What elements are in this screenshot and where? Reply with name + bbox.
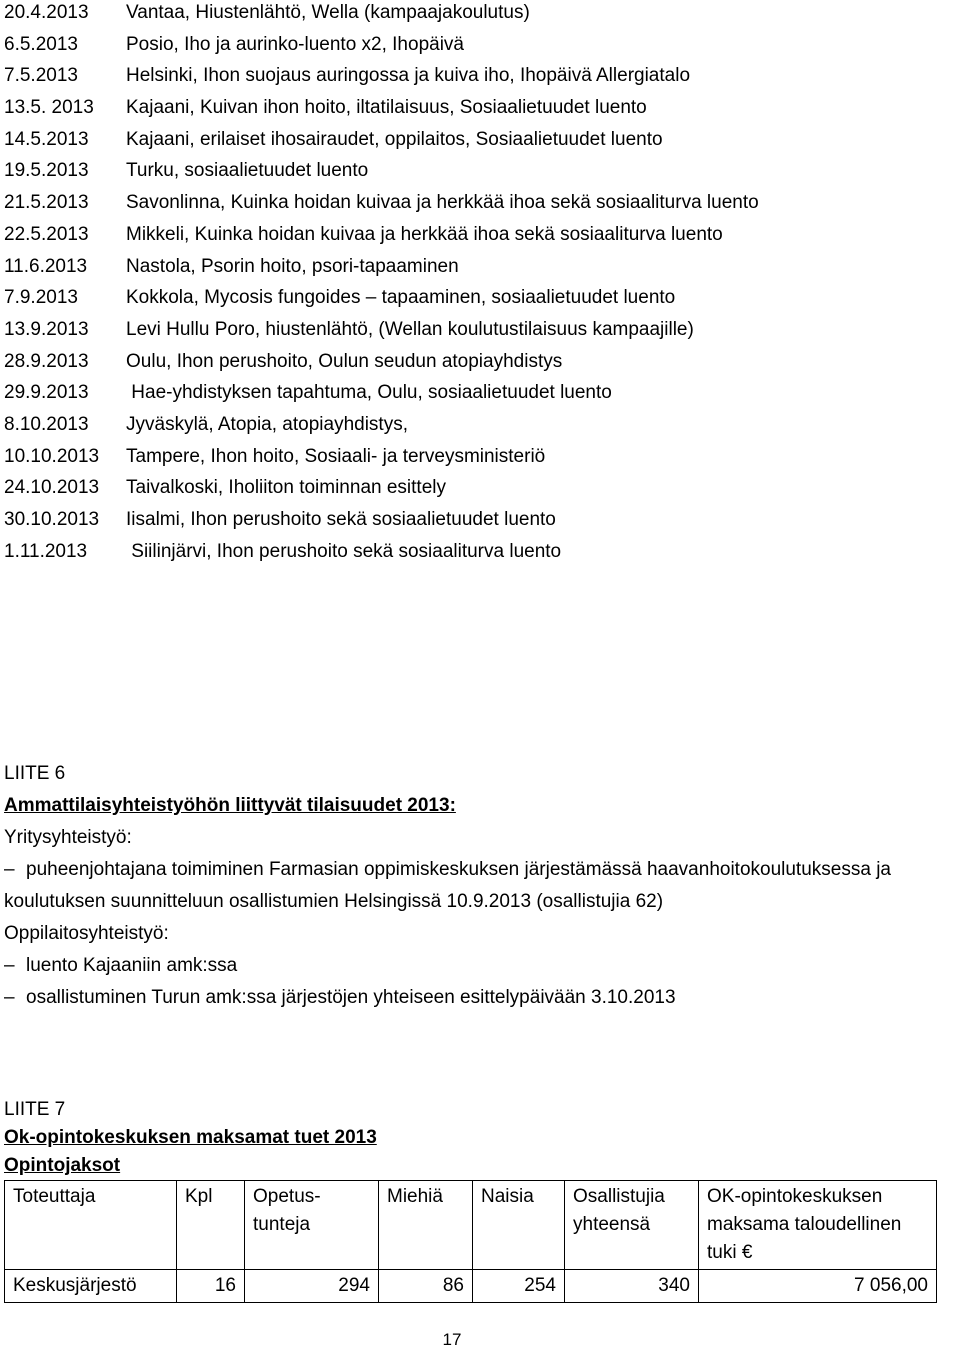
event-date: 7.9.2013 xyxy=(4,287,78,309)
event-description: Levi Hullu Poro, hiustenlähtö, (Wellan koulutustilaisuus kampaajille) xyxy=(126,318,694,340)
event-description: Turku, sosiaalietuudet luento xyxy=(126,160,369,182)
liite6-item-1-text: puheenjohtajana toimiminen Farmasian oppimiskeskuksen järjestämässä haavanhoitokoulutuksessa ja xyxy=(26,859,891,880)
liite7-heading-text: Ok-opintokeskuksen maksamat tuet 2013 xyxy=(4,1127,377,1148)
event-description: Posio, Iho ja aurinko-luento x2, Ihopäivä xyxy=(126,33,464,55)
liite6-subheading-oppilaitos: Oppilaitosyhteistyö: xyxy=(4,923,169,944)
event-row xyxy=(4,0,759,32)
event-description: Vantaa, Hiustenlähtö, Wella (kampaajakoulutus) xyxy=(126,2,530,23)
liite6-heading-text: Ammattilaisyhteistyöhön liittyvät tilaisuudet 2013: xyxy=(4,795,456,816)
table-cell: 7 056,00 xyxy=(699,1270,937,1303)
dash-bullet: – xyxy=(4,987,15,1008)
event-row xyxy=(4,349,759,381)
event-description: Mikkeli, Kuinka hoidan kuivaa ja herkkää ihoa sekä sosiaaliturva luento xyxy=(126,223,723,245)
liite6-item-2 xyxy=(4,950,959,982)
event-row xyxy=(4,539,759,571)
event-date: 24.10.2013 xyxy=(4,477,100,499)
liite6-item-3-text: osallistuminen Turun amk:ssa järjestöjen yhteiseen esittelypäivään 3.10.2013 xyxy=(26,987,676,1008)
event-date: 21.5.2013 xyxy=(4,192,89,214)
event-row xyxy=(4,507,759,539)
page-number: 17 xyxy=(442,1330,462,1349)
event-row xyxy=(4,222,759,254)
event-date: 8.10.2013 xyxy=(4,413,89,435)
event-row xyxy=(4,412,759,444)
event-description: Nastola, Psorin hoito, psori-tapaaminen xyxy=(126,255,459,277)
event-date: 6.5.2013 xyxy=(4,33,78,55)
liite7-subheading xyxy=(4,1152,959,1180)
event-date: 30.10.2013 xyxy=(4,509,100,530)
event-row xyxy=(4,254,759,286)
event-description: Oulu, Ihon perushoito, Oulun seudun atopiayhdistys xyxy=(126,350,563,372)
event-date: 1.11.2013 xyxy=(4,540,88,562)
event-row xyxy=(4,95,759,127)
event-date: 13.9.2013 xyxy=(4,318,89,340)
event-description: Taivalkoski, Iholiiton toiminnan esittely xyxy=(126,477,446,499)
event-description: Hae-yhdistyksen tapahtuma, Oulu, sosiaalietuudet luento xyxy=(126,382,612,404)
liite6-heading xyxy=(4,790,959,822)
liite6-item-1 xyxy=(4,854,959,886)
table-row xyxy=(5,1270,937,1303)
event-row xyxy=(4,475,759,507)
event-description: Kajaani, Kuivan ihon hoito, iltatilaisuus, Sosiaalietuudet luento xyxy=(126,97,647,119)
table-header-cell: Toteuttaja xyxy=(5,1181,177,1270)
support-table xyxy=(4,1180,937,1303)
table-header-cell: Kpl xyxy=(177,1181,245,1270)
event-row xyxy=(4,317,759,349)
event-description: Kokkola, Mycosis fungoides – tapaaminen, sosiaalietuudet luento xyxy=(126,287,676,309)
event-description: Kajaani, erilaiset ihosairaudet, oppilaitos, Sosiaalietuudet luento xyxy=(126,128,663,150)
event-date: 20.4.2013 xyxy=(4,2,89,23)
event-description: Helsinki, Ihon suojaus auringossa ja kuiva iho, Ihopäivä Allergiatalo xyxy=(126,65,691,87)
table-header-cell: Osallistujia yhteensä xyxy=(565,1181,699,1270)
event-list xyxy=(4,0,759,570)
table-header-cell: OK-opintokeskuksen maksama taloudellinen tuki € xyxy=(699,1181,937,1270)
dash-bullet: – xyxy=(4,859,15,880)
table-header-cell: Opetus- tunteja xyxy=(245,1181,379,1270)
event-date: 14.5.2013 xyxy=(4,128,89,150)
dash-bullet: – xyxy=(4,955,15,976)
liite6-label: LIITE 6 xyxy=(4,763,66,784)
event-row xyxy=(4,32,759,64)
event-row xyxy=(4,444,759,476)
event-date: 13.5. 2013 xyxy=(4,97,94,119)
table-cell: 254 xyxy=(473,1270,565,1303)
event-description: Jyväskylä, Atopia, atopiayhdistys, xyxy=(126,413,408,435)
event-date: 28.9.2013 xyxy=(4,350,89,372)
event-date: 29.9.2013 xyxy=(4,382,89,404)
event-row xyxy=(4,285,759,317)
event-description: Tampere, Ihon hoito, Sosiaali- ja terveysministeriö xyxy=(126,445,546,467)
event-date: 22.5.2013 xyxy=(4,223,89,245)
liite6-item-2-text: luento Kajaaniin amk:ssa xyxy=(26,955,238,976)
event-date: 11.6.2013 xyxy=(4,255,88,277)
event-description: Iisalmi, Ihon perushoito sekä sosiaalietuudet luento xyxy=(126,509,556,530)
liite7-heading xyxy=(4,1124,959,1152)
liite6-subheading-yritys: Yritysyhteistyö: xyxy=(4,827,132,848)
event-description: Siilinjärvi, Ihon perushoito sekä sosiaaliturva luento xyxy=(126,540,562,562)
table-header-row xyxy=(5,1181,937,1270)
table-cell: 16 xyxy=(177,1270,245,1303)
event-description: Savonlinna, Kuinka hoidan kuivaa ja herkkää ihoa sekä sosiaaliturva luento xyxy=(126,192,759,214)
liite6-item-3 xyxy=(4,982,959,1014)
liite6-item-1-cont: koulutuksen suunnitteluun osallistumien Helsingissä 10.9.2013 (osallistujia 62) xyxy=(4,891,664,912)
event-row xyxy=(4,127,759,159)
table-cell: 340 xyxy=(565,1270,699,1303)
event-row xyxy=(4,63,759,95)
event-row xyxy=(4,190,759,222)
table-cell: 86 xyxy=(379,1270,473,1303)
liite7-section xyxy=(4,1096,959,1180)
table-header-cell: Naisia xyxy=(473,1181,565,1270)
event-date: 7.5.2013 xyxy=(4,65,78,87)
event-date: 19.5.2013 xyxy=(4,160,89,182)
liite6-section xyxy=(4,758,959,1014)
event-row xyxy=(4,380,759,412)
event-row xyxy=(4,158,759,190)
liite7-label: LIITE 7 xyxy=(4,1099,66,1120)
table-cell: Keskusjärjestö xyxy=(5,1270,177,1303)
table-cell: 294 xyxy=(245,1270,379,1303)
event-date: 10.10.2013 xyxy=(4,445,100,467)
table-header-cell: Miehiä xyxy=(379,1181,473,1270)
liite7-subheading-text: Opintojaksot xyxy=(4,1155,121,1176)
